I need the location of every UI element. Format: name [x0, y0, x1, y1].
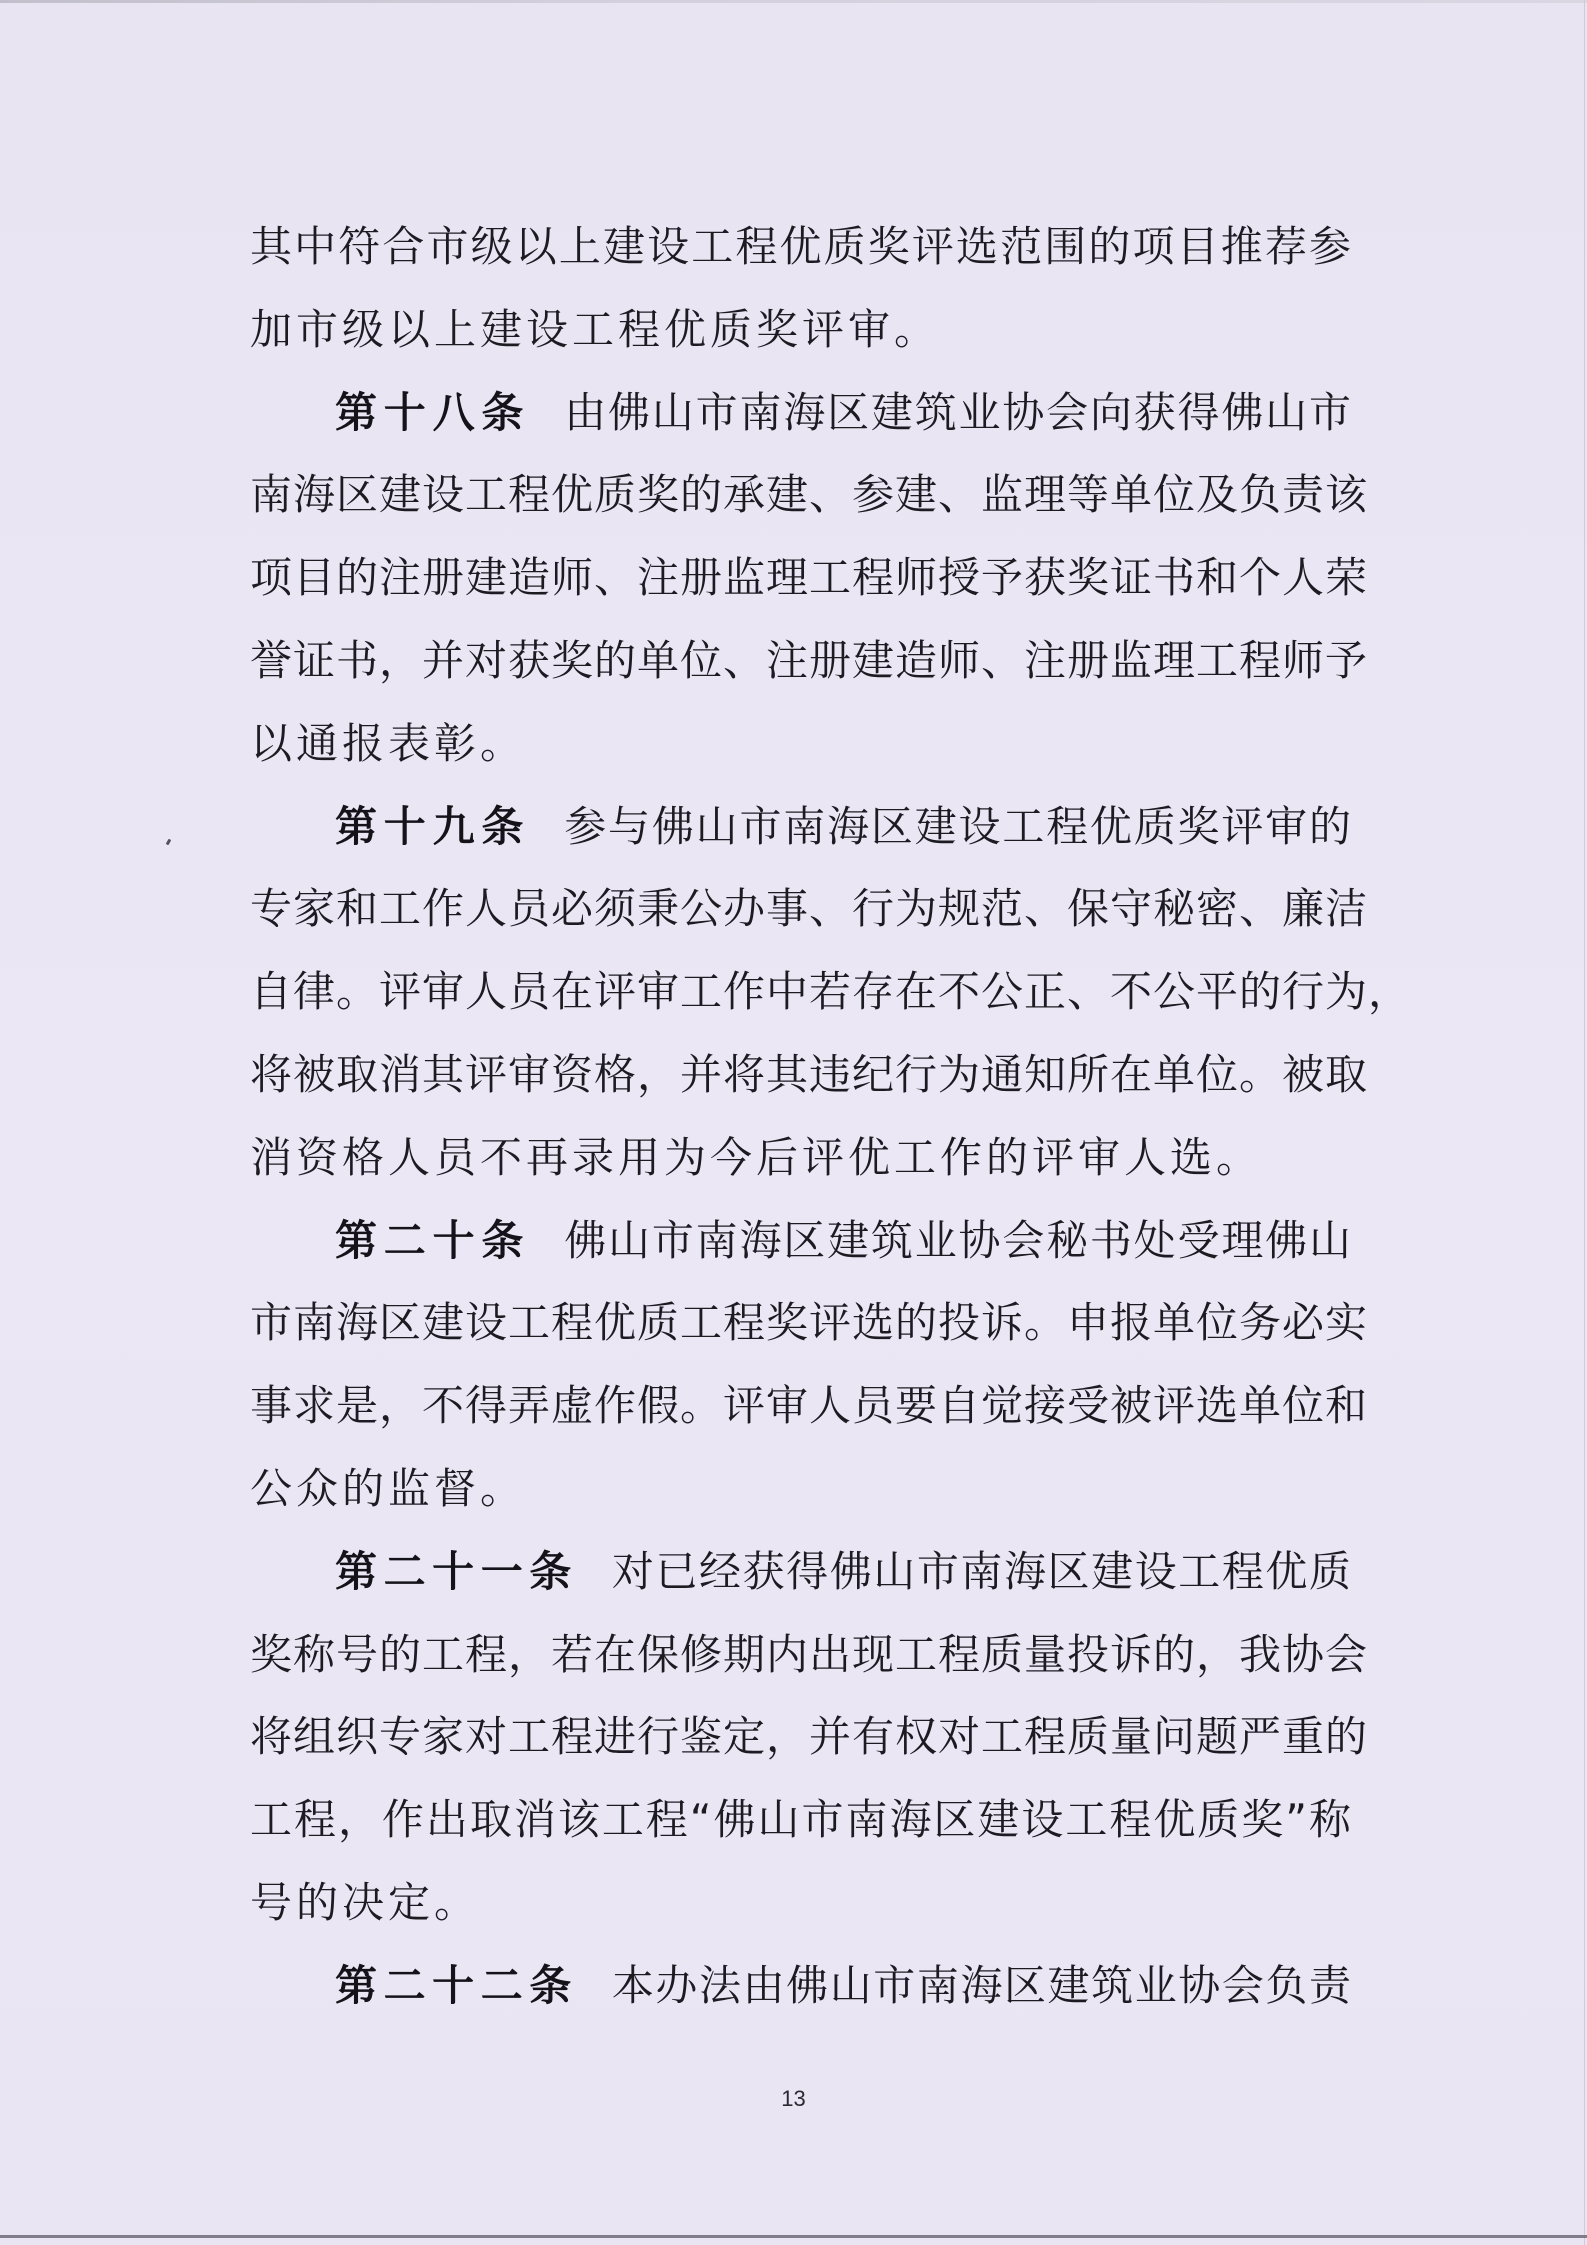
article-first-line — [250, 384, 1352, 467]
text-line: 将组织专家对工程进行鉴定，并有权对工程质量问题严重的 — [250, 1712, 1369, 1762]
text-line: 市南海区建设工程优质工程奖评选的投诉。申报单位务必实 — [250, 1298, 1369, 1348]
text-line: 加市级以上建设工程优质奖评审。 — [250, 304, 941, 354]
text-line: 参与佛山市南海区建设工程优质奖评审的 — [564, 801, 1352, 851]
article-number: 第二十二条 — [335, 1960, 578, 2010]
article-number: 第十八条 — [335, 387, 531, 437]
text-line: 对已经获得佛山市南海区建设工程优质 — [611, 1546, 1352, 1596]
text-line: 其中符合市级以上建设工程优质奖评选范围的项目推荐参 — [250, 222, 1352, 271]
text-line: 自律。评审人员在评审工作中若存在不公正、不公平的行为， — [250, 967, 1412, 1017]
article-number: 第二十条 — [335, 1215, 531, 1265]
article-first-line — [250, 1543, 1352, 1626]
text-line: 事求是，不得弄虚作假。评审人员要自觉接受被评选单位和 — [250, 1381, 1369, 1431]
text-line: 誉证书，并对获奖的单位、注册建造师、注册监理工程师予 — [250, 635, 1369, 685]
text-line: 奖称号的工程，若在保修期内出现工程质量投诉的，我协会 — [250, 1629, 1369, 1679]
body-text — [250, 218, 1412, 2040]
text-line: 本办法由佛山市南海区建筑业协会负责 — [611, 1960, 1352, 2010]
article-number: 第二十一条 — [335, 1546, 578, 1596]
text-line: 以通报表彰。 — [250, 718, 527, 768]
text-line: 公众的监督。 — [250, 1463, 527, 1513]
text-line: 消资格人员不再录用为今后评优工作的评审人选。 — [250, 1132, 1263, 1182]
text-line: 号的决定。 — [250, 1877, 481, 1927]
text-line: 由佛山市南海区建筑业协会向获得佛山市 — [564, 387, 1352, 437]
text-line: 佛山市南海区建筑业协会秘书处受理佛山 — [564, 1215, 1352, 1265]
scan-bottom-edge — [0, 2235, 1587, 2238]
article-first-line — [250, 1212, 1352, 1295]
text-line: 工程，作出取消该工程“佛山市南海区建设工程优质奖”称 — [250, 1795, 1352, 1845]
scan-top-edge — [0, 0, 1587, 3]
article-first-line — [250, 798, 1352, 881]
scan-right-edge — [1584, 0, 1585, 2245]
scan-speck — [166, 839, 172, 846]
text-line: 将被取消其评审资格，并将其违纪行为通知所在单位。被取 — [250, 1049, 1369, 1099]
text-line: 项目的注册建造师、注册监理工程师授予获奖证书和个人荣 — [250, 553, 1369, 603]
text-line: 专家和工作人员必须秉公办事、行为规范、保守秘密、廉洁 — [250, 884, 1369, 934]
page-number: 13 — [781, 2086, 806, 2111]
article-number: 第十九条 — [335, 801, 531, 851]
article-first-line — [250, 1957, 1352, 2040]
text-line: 南海区建设工程优质奖的承建、参建、监理等单位及负责该 — [250, 470, 1369, 520]
